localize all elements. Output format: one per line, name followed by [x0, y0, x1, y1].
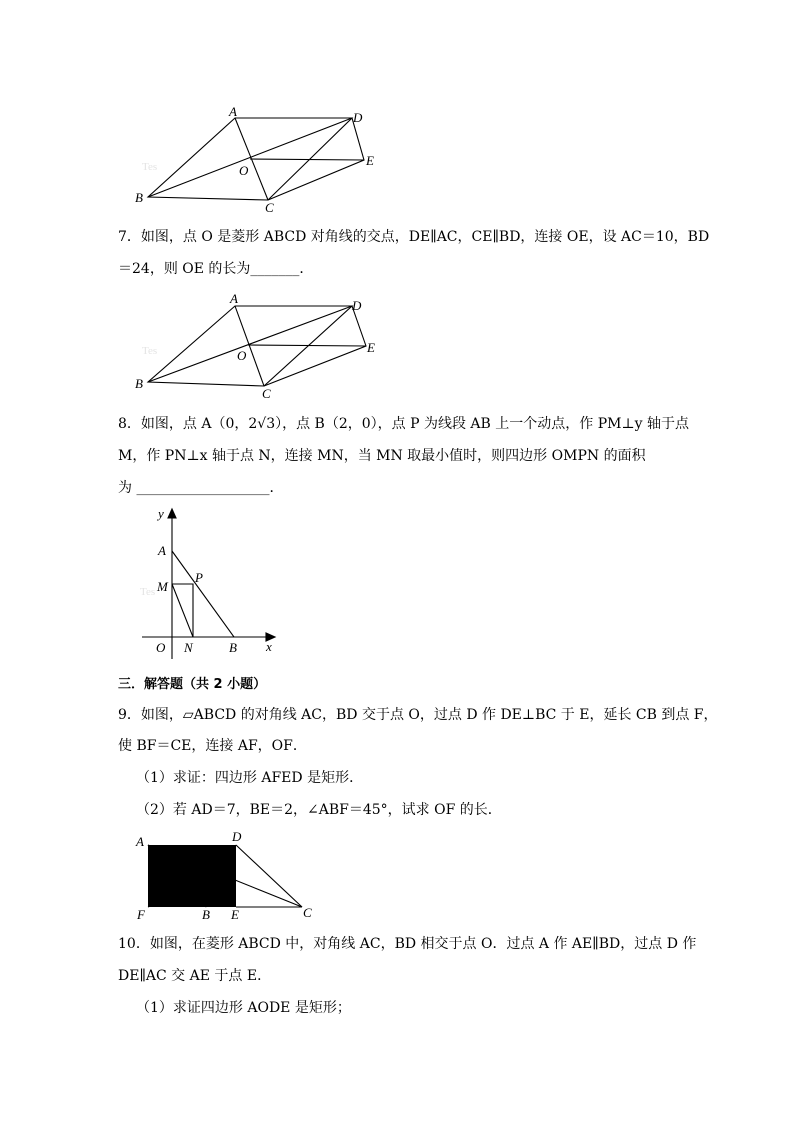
label-n: N: [184, 640, 193, 655]
label-a: A: [158, 543, 166, 558]
figure-rhombus-top: [130, 100, 390, 220]
label-b: B: [135, 190, 143, 205]
label-b: B: [229, 640, 237, 655]
y-axis-arrow: [168, 509, 176, 518]
label-c: C: [265, 200, 274, 215]
segment-dc: [236, 845, 302, 907]
label-d: D: [352, 298, 362, 313]
q8-line-3: 为 ___________________．: [118, 480, 284, 496]
q10-line-1: 10．如图，在菱形 ABCD 中，对角线 AC，BD 相交于点 O．过点 A 作 AE∥BD，过点 D 作: [118, 936, 697, 952]
section-heading: 三．解答题（共 2 小题）: [118, 677, 267, 692]
label-p: P: [195, 570, 203, 585]
q7-line-2: ＝24，则 OE 的长为_______．: [118, 261, 314, 277]
label-b: B: [135, 376, 143, 391]
label-c: C: [262, 386, 271, 401]
label-o: O: [156, 640, 166, 655]
q8-line-1: 8．如图，点 A（0，2√3），点 B（2，0），点 P 为线段 AB 上一个动点，作 PM⊥y 轴于点: [118, 416, 690, 432]
q9-part-2: （2）若 AD＝7，BE＝2，∠ABF＝45°，试求 OF 的长．: [136, 802, 502, 818]
label-d: D: [353, 110, 363, 125]
q10-line-2: DE∥AC 交 AE 于点 E．: [118, 968, 272, 984]
label-a: A: [136, 834, 144, 849]
label-f: F: [137, 907, 145, 922]
figure-coordinate-q8: [138, 503, 288, 661]
watermark-text: Tes: [140, 586, 156, 598]
label-a: A: [229, 104, 237, 119]
label-c: C: [303, 905, 312, 920]
q10-part-1: （1）求证四边形 AODE 是矩形；: [136, 1000, 351, 1016]
label-e: E: [367, 340, 375, 355]
rectangle-afed: [148, 845, 236, 907]
q9-line-1: 9．如图，▱ABCD 的对角线 AC，BD 交于点 O，过点 D 作 DE⊥BC 于 E，延长 CB 到点 F，: [118, 707, 718, 723]
q7-line-1: 7．如图，点 O 是菱形 ABCD 对角线的交点，DE∥AC，CE∥BD，连接 OE，设 AC＝10，BD: [118, 229, 710, 245]
segment-ab: [172, 551, 234, 637]
label-d: D: [232, 829, 242, 844]
q9-part-1: （1）求证：四边形 AFED 是矩形．: [136, 770, 364, 786]
figure-parallelogram-q9: [132, 826, 322, 922]
label-x: x: [266, 639, 272, 654]
segment-oe: [248, 345, 366, 346]
label-o: O: [237, 348, 247, 363]
label-o: O: [239, 163, 249, 178]
label-e: E: [231, 907, 239, 922]
q9-line-2: 使 BF＝CE，连接 AF，OF．: [118, 738, 307, 754]
q8-line-2: M，作 PN⊥x 轴于点 N，连接 MN，当 MN 取最小值时，则四边形 OMPN 的面积: [118, 448, 646, 464]
diagonal-bd: [148, 306, 352, 382]
label-o: O: [214, 860, 224, 875]
figure-rhombus-q7: [130, 288, 390, 408]
watermark-text: Tes: [142, 345, 158, 357]
segment-oe: [250, 159, 364, 160]
diagonal-ac: [235, 306, 264, 386]
label-e: E: [366, 153, 374, 168]
diagonal-bd: [148, 118, 352, 197]
watermark-text: Tes: [142, 161, 158, 173]
label-a: A: [230, 291, 238, 306]
label-m: M: [157, 579, 168, 594]
segment-mn: [172, 584, 193, 637]
label-b: B: [202, 907, 210, 922]
label-y: y: [158, 506, 164, 521]
